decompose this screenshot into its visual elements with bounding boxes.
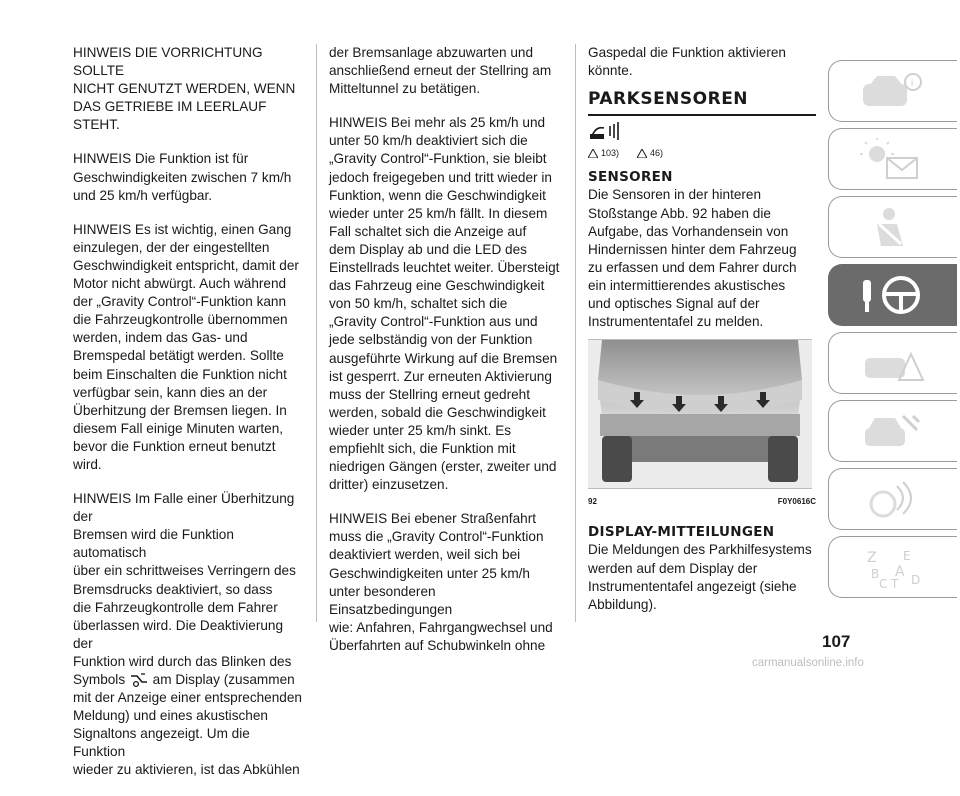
parking-sensor-icon <box>588 120 816 142</box>
figure-number: 92 <box>588 497 597 507</box>
page-number: 107 <box>822 632 851 651</box>
column-2 <box>329 44 561 671</box>
subsection-heading: SENSOREN <box>588 169 673 186</box>
svg-text:i: i <box>911 78 914 89</box>
maintenance-icon <box>853 408 933 454</box>
figure-code: F0Y0616C <box>777 497 816 507</box>
chapter-tabs <box>828 60 958 604</box>
parking-sensor-symbol-icon <box>588 120 628 142</box>
note-speed-deactivation: HINWEIS Bei mehr als 25 km/h und unter 50 km/h deaktiviert sich die „Gravity Control“-Funktion, sie bleibt jedoch freigegeben und tritt wieder in Funktion, wenn die Geschwindigkeit wieder unter 25 km/h fällt. In diesem Fall schaltet sich die Anzeige auf dem Display ab und die LED des Einstellrads leuchtet weiter. Übersteigt das Fahrzeug eine Geschwindigkeit von 50 km/h, schaltet sich die „Gravity Control“-Funktion aus und jede selbständig von der Funktion ausgeführte Wirkung auf die Bremsen ist gesperrt. Zur erneuten Aktivierung muss der Stellring erneut gedreht werden, sobald die Geschwindigkeit wieder unter 25 km/h sinkt. Es empfiehlt sich, die Funktion mit niedrigen Gängen (erster, zweiter und dritter) einzusetzen. <box>329 115 560 493</box>
index-icon <box>853 544 933 590</box>
warning-triangle-icon <box>588 149 598 158</box>
warning-lights-icon <box>853 136 933 182</box>
sensors-description: Die Sensoren in der hinteren Stoßstange Abb. 92 haben die Aufgabe, das Vorhandensein von Hindernissen hinter dem Fahrzeug zu erfassen und dem Fahrer durch ein intermittierendes akustisches und optisches Signal auf der Instrumententafel zu melden. <box>588 187 797 330</box>
subsection-heading-display: DISPLAY-MITTEILUNGEN <box>588 524 775 541</box>
svg-text:C: C <box>879 577 888 590</box>
warning-ref-2: 46) <box>637 144 663 162</box>
multimedia-icon <box>853 476 933 522</box>
svg-text:Z: Z <box>867 550 877 566</box>
tab-emergency[interactable] <box>828 332 957 394</box>
svg-text:T: T <box>891 577 899 590</box>
tab-maintenance[interactable] <box>828 400 957 462</box>
note-speed-range: HINWEIS Die Funktion ist für Geschwindigkeiten zwischen 7 km/h und 25 km/h verfügbar. <box>73 151 292 203</box>
column-3 <box>588 44 816 630</box>
note-gear: HINWEIS Es ist wichtig, einen Gang einzulegen, der der eingestellten Geschwindigkeit entspricht, damit der Motor nicht abwürgt. Auch während der „Gravity Control“-Funktion kann die Fahrzeugkontrolle übernommen werden, indem das Gas- und Bremspedal betätigt werden. Sollte beim Einschalten die Funktion nicht verfügbar sein, kann dies an der Überhitzung der Bremsen liegen. In diesem Fall einige Minuten warten, bevor die Funktion erneut benutzt wird. <box>73 221 299 472</box>
gravity-control-icon <box>129 672 149 688</box>
steering-wheel-icon <box>853 272 933 318</box>
note-overheat-text-a: HINWEIS Im Falle einer Überhitzung der Bremsen wird die Funktion automatisch über ein schrittweises Verringern des Bremsdrucks deaktiviert, so dass die Fahrzeugkontrolle dem Fahrer überlassen wird. Die Deaktivierung der Funktion wird durch das Blinken des Symbols <box>73 491 296 687</box>
figure-rear-bumper <box>588 339 812 489</box>
warning-triangle-icon <box>637 149 647 158</box>
tab-car-info[interactable] <box>828 60 957 122</box>
note-overheat-text-b: am Display (zusammen mit der Anzeige einer entsprechenden Meldung) und eines akustischen Signaltons angezeigt. Um die Funktion wieder zu aktivieren, ist das Abkühlen <box>73 672 302 778</box>
note-level-road: HINWEIS Bei ebener Straßenfahrt muss die „Gravity Control“-Funktion deaktiviert werden, weil sich bei Geschwindigkeiten unter 25 km/h unter besonderen Einsatzbedingungen wie: Anfahren, Fahrgangwechsel und Überfahrten auf Schubwinkeln ohne <box>329 511 553 653</box>
svg-text:D: D <box>911 573 921 587</box>
warning-references <box>588 144 816 162</box>
car-info-icon <box>853 68 933 114</box>
note-overheat <box>73 490 305 780</box>
tab-multimedia[interactable] <box>828 468 957 530</box>
figure-caption <box>588 493 816 511</box>
note-neutral: HINWEIS DIE VORRICHTUNG SOLLTE NICHT GENUTZT WERDEN, WENN DAS GETRIEBE IM LEERLAUF STEHT. <box>73 45 296 133</box>
svg-text:A: A <box>895 564 905 580</box>
svg-text:B: B <box>871 567 880 581</box>
column-divider <box>316 44 317 622</box>
warning-ref-1: 103) <box>588 144 619 162</box>
tab-safety[interactable] <box>828 196 957 258</box>
display-messages-description: Die Meldungen des Parkhilfesystems werden auf dem Display der Instrumententafel angezeigt (siehe Abbildung). <box>588 542 812 612</box>
svg-text:E: E <box>903 549 911 563</box>
column-divider <box>575 44 576 622</box>
note-continuation: Gaspedal die Funktion aktivieren könnte. <box>588 45 786 79</box>
note-brake-cooldown: der Bremsanlage abzuwarten und anschließend erneut der Stellring am Mitteltunnel zu betätigen. <box>329 45 552 97</box>
tab-starting-driving[interactable] <box>828 264 957 326</box>
emergency-icon <box>853 340 933 386</box>
safety-icon <box>853 204 933 250</box>
watermark-footer: carmanualsonline.info <box>752 657 864 669</box>
tab-warning-lights[interactable] <box>828 128 957 190</box>
rear-bumper-image <box>588 340 812 488</box>
tab-index[interactable] <box>828 536 957 598</box>
section-heading: PARKSENSOREN <box>588 90 816 116</box>
